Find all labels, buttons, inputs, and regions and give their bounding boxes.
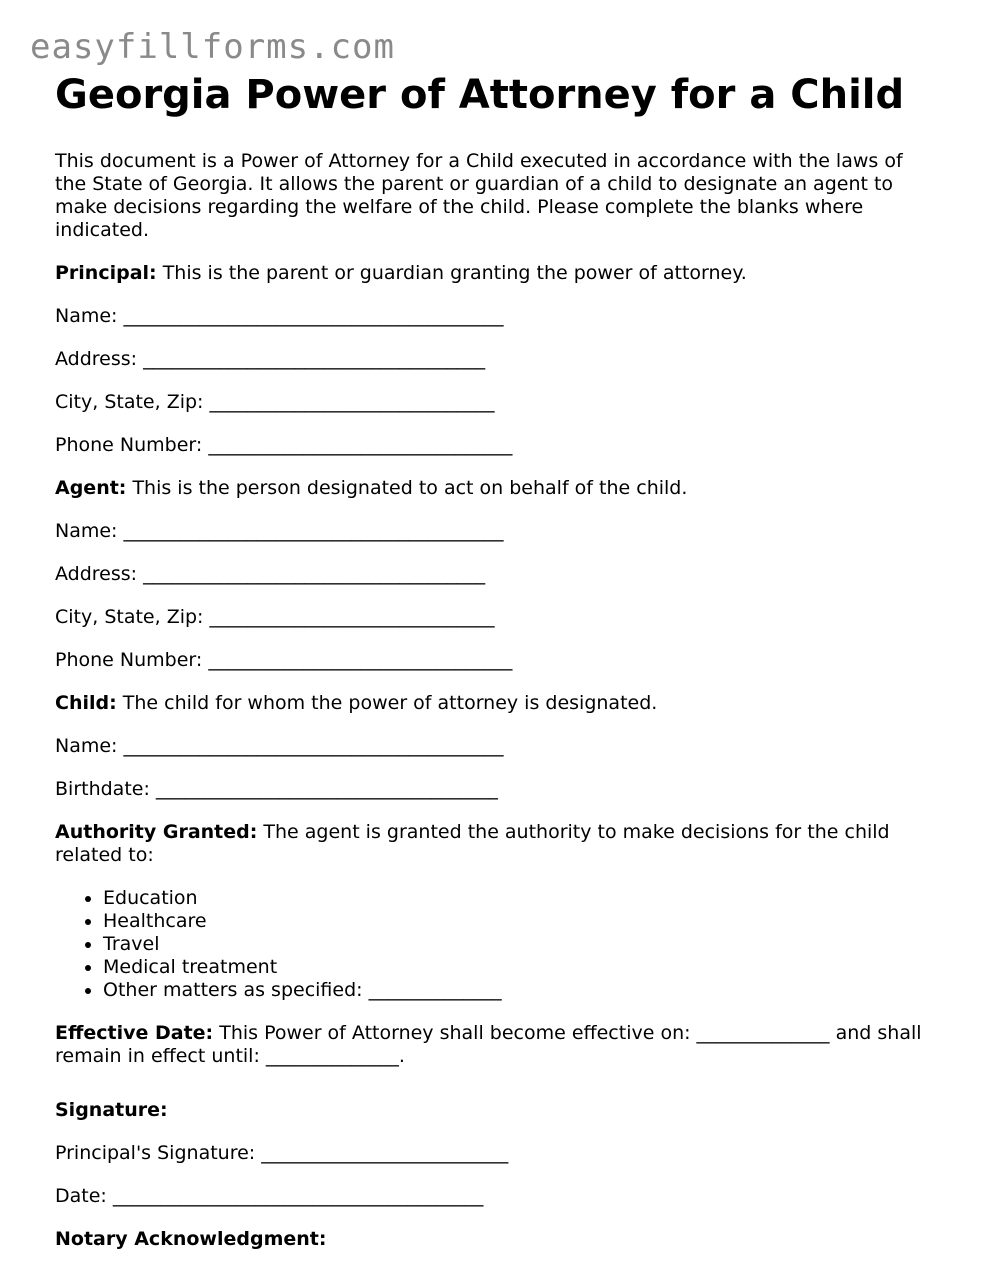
document-body xyxy=(55,72,935,1271)
child-name-field[interactable]: Name: ________________________________________ xyxy=(55,735,504,757)
child-label: Child: xyxy=(55,692,117,714)
watermark: easyfillforms.com xyxy=(30,27,395,67)
principal-label: Principal: xyxy=(55,262,157,284)
intro-paragraph: This document is a Power of Attorney for a Child executed in accordance with the laws of the State of Georgia. It allows the parent or guardian of a child to designate an agent to make decisions regarding the welfare of the child. Please complete the blanks where indicated. xyxy=(55,150,903,241)
signature-date-field[interactable]: Date: _______________________________________ xyxy=(55,1185,484,1207)
principal-address-field[interactable]: Address: ____________________________________ xyxy=(55,348,486,370)
principal-phone-field[interactable]: Phone Number: ________________________________ xyxy=(55,434,513,456)
notary-heading: Notary Acknowledgment: xyxy=(55,1228,327,1250)
principal-description: This is the parent or guardian granting the power of attorney. xyxy=(156,262,747,284)
agent-address-field[interactable]: Address: ____________________________________ xyxy=(55,563,486,585)
child-birthdate-field[interactable]: Birthdate: ____________________________________ xyxy=(55,778,498,800)
child-section-header xyxy=(55,692,935,715)
principal-name-field[interactable]: Name: ________________________________________ xyxy=(55,305,504,327)
authority-label: Authority Granted: xyxy=(55,821,258,843)
agent-label: Agent: xyxy=(55,477,127,499)
document-title: Georgia Power of Attorney for a Child xyxy=(55,72,905,118)
agent-phone-field[interactable]: Phone Number: ________________________________ xyxy=(55,649,513,671)
effective-date-description: This Power of Attorney shall become effective on: ______________ and shall remain in effect until: ______________. xyxy=(55,1022,922,1067)
effective-date-label: Effective Date: xyxy=(55,1022,214,1044)
principal-city-field[interactable]: City, State, Zip: ______________________________ xyxy=(55,391,495,413)
child-description: The child for whom the power of attorney is designated. xyxy=(116,692,658,714)
authority-item-healthcare: • Healthcare xyxy=(103,910,935,933)
authority-list xyxy=(55,887,935,1002)
agent-description: This is the person designated to act on behalf of the child. xyxy=(126,477,688,499)
agent-name-field[interactable]: Name: ________________________________________ xyxy=(55,520,504,542)
agent-section-header xyxy=(55,477,935,500)
principal-signature-field[interactable]: Principal's Signature: __________________________ xyxy=(55,1142,509,1164)
signature-heading: Signature: xyxy=(55,1099,168,1121)
authority-item-other-matters[interactable]: • Other matters as specified: ______________ xyxy=(103,979,935,1002)
authority-section-header xyxy=(55,821,935,867)
authority-description: The agent is granted the authority to make decisions for the child related to: xyxy=(55,821,890,866)
agent-city-field[interactable]: City, State, Zip: ______________________________ xyxy=(55,606,495,628)
principal-section-header xyxy=(55,262,935,285)
authority-item-travel: • Travel xyxy=(103,933,935,956)
authority-item-medical-treatment: • Medical treatment xyxy=(103,956,935,979)
authority-item-education: • Education xyxy=(103,887,935,910)
effective-date-paragraph[interactable] xyxy=(55,1022,935,1068)
